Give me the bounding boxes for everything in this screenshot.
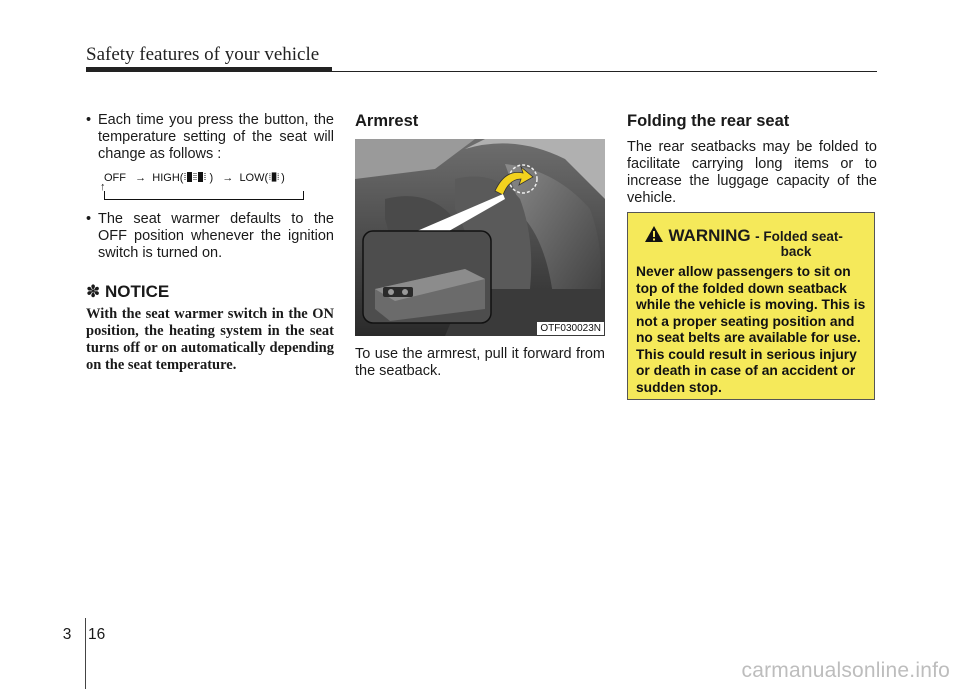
warning-subtitle: - Folded seat- [755,229,843,244]
warning-box [627,212,875,400]
header-rule [86,71,877,72]
column-seat-warmer [86,112,334,374]
seq-high-label: HIGH( [152,172,184,184]
bullet-text-1: Each time you press the button, the temperature setting of the seat will change as follows : [98,112,334,162]
bullet-item-1 [86,112,334,163]
column-armrest [355,112,605,380]
notice-heading: ✽ NOTICE [86,282,170,301]
notice-text: With the seat warmer switch in the ON position, the heating system in the seat turns off or on automatically depending on the seat temperature. [86,306,334,373]
seq-arrow-2: → [222,172,234,184]
image-reference-code: OTF030023N [537,322,604,335]
armrest-instructions: To use the armrest, pull it forward from the seatback. [355,346,605,379]
bullet-dot: • [86,112,92,128]
column-folding-rear-seat [627,112,877,207]
seq-return-line [104,191,304,200]
bullet-text-2: The seat warmer defaults to the OFF position whenever the ignition switch is turned on. [98,211,334,261]
warning-label: WARNING [668,226,751,245]
seq-return-arrow: ↑ [100,181,106,193]
folding-seat-heading: Folding the rear seat [627,112,790,130]
seq-high-close: ) [209,172,214,184]
warning-subtitle-continued: back [780,244,812,259]
footer-divider [85,618,86,689]
seq-low-label: LOW( [239,172,269,184]
temperature-sequence-diagram [86,169,334,205]
warning-header [644,225,868,259]
seq-low-close: ) [281,172,285,184]
chapter-number: 3 [62,626,72,643]
rear-seat-armrest-illustration [355,139,605,336]
warning-text: Never allow passengers to sit on top of the folded down seatback while the vehicle is moving. This is not a proper seating position and no seat belts are available for use. This could result in serious injury or death in case of an accident or sudden stop. [636,264,866,395]
seq-off-label: OFF [104,172,126,184]
armrest-photo [355,139,605,336]
heat-high-icon [184,171,208,183]
warning-triangle-icon [644,225,664,243]
page-header-title: Safety features of your vehicle [86,44,320,65]
armrest-heading: Armrest [355,112,419,130]
folding-seat-description: The rear seatbacks may be folded to facilitate carrying long items or to increase the luggage capacity of the vehicle. [627,139,877,206]
seq-arrow-1: → [135,172,147,184]
heat-low-icon [269,171,280,183]
bullet-dot: • [86,211,92,227]
watermark: carmanualsonline.info [741,659,950,682]
page-number: 16 [88,626,106,643]
bullet-item-2 [86,211,334,262]
